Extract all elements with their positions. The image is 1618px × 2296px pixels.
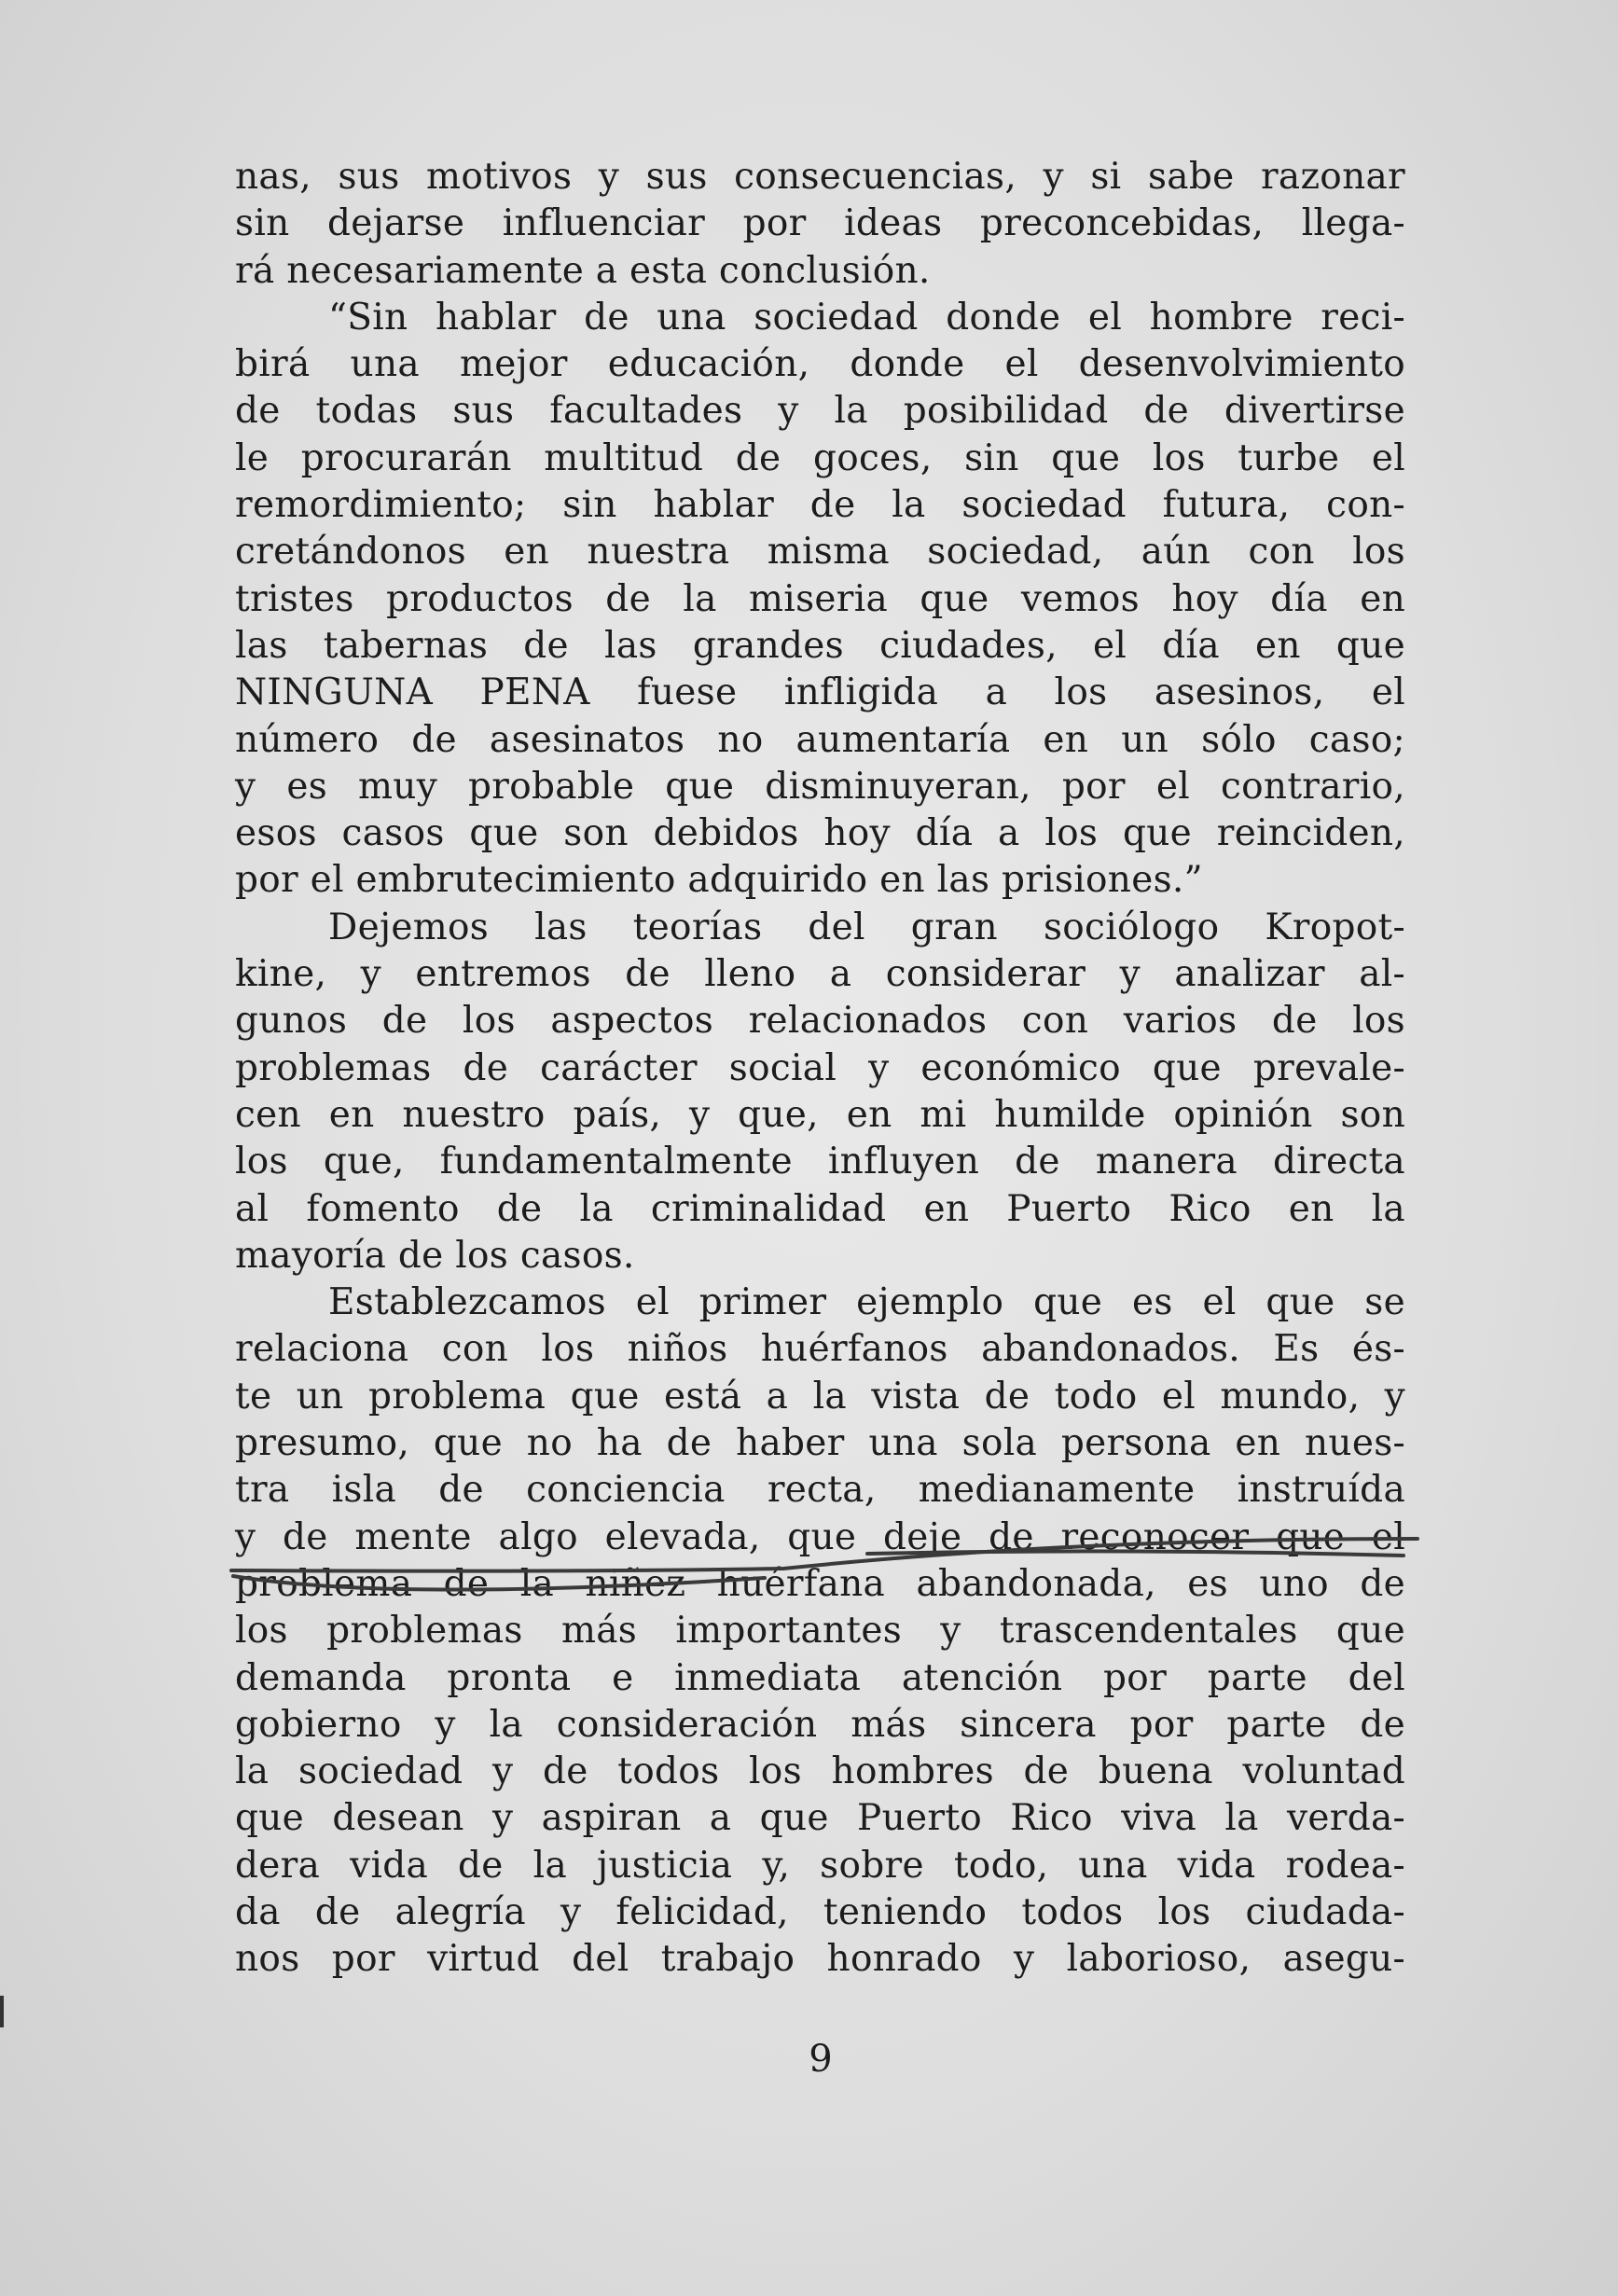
text-line: te un problema que está a la vista de todo el mundo, y — [235, 1375, 1405, 1418]
text-line: problema de la niñez huérfana abandonada, es uno de — [235, 1562, 1405, 1605]
text-line: “Sin hablar de una sociedad donde el hombre reci- — [328, 296, 1405, 339]
text-line: por el embrutecimiento adquirido en las prisiones.” — [235, 859, 1203, 902]
text-line: y es muy probable que disminuyeran, por el contrario, — [235, 765, 1405, 808]
text-line: problemas de carácter social y económico que prevale- — [235, 1046, 1405, 1089]
text-line: kine, y entremos de lleno a considerar y analizar al- — [235, 953, 1405, 996]
text-line: nas, sus motivos y sus consecuencias, y si sabe razonar — [235, 156, 1405, 198]
text-line: cen en nuestro país, y que, en mi humilde opinión son — [235, 1093, 1405, 1136]
text-line: gunos de los aspectos relacionados con varios de los — [235, 1000, 1405, 1043]
text-line: Dejemos las teorías del gran sociólogo Kropot- — [328, 906, 1405, 948]
text-line: tra isla de conciencia recta, medianamente instruída — [235, 1469, 1405, 1512]
text-line: gobierno y la consideración más sincera por parte de — [235, 1703, 1405, 1746]
body-text — [235, 154, 1405, 1984]
text-line: sin dejarse influenciar por ideas preconcebidas, llega- — [235, 202, 1405, 245]
text-line: los problemas más importantes y trascendentales que — [235, 1610, 1405, 1653]
text-line: Establezcamos el primer ejemplo que es el que se — [328, 1281, 1405, 1324]
text-line: remordimiento; sin hablar de la sociedad futura, con- — [235, 484, 1405, 527]
text-line: la sociedad y de todos los hombres de buena voluntad — [235, 1750, 1405, 1793]
text-line: los que, fundamentalmente influyen de manera directa — [235, 1141, 1405, 1183]
text-line: número de asesinatos no aumentaría en un sólo caso; — [235, 718, 1405, 761]
text-line: al fomento de la criminalidad en Puerto Rico en la — [235, 1187, 1405, 1230]
text-line: esos casos que son debidos hoy día a los que reinciden, — [235, 812, 1405, 855]
text-line: le procurarán multitud de goces, sin que los turbe el — [235, 436, 1405, 479]
page-number: 9 — [809, 2038, 833, 2081]
text-line: relaciona con los niños huérfanos abandonados. Es és- — [235, 1328, 1405, 1371]
text-line: presumo, que no ha de haber una sola persona en nues- — [235, 1422, 1405, 1465]
text-line: dera vida de la justicia y, sobre todo, una vida rodea- — [235, 1844, 1405, 1887]
scan-edge-mark — [0, 1996, 4, 2027]
text-line: cretándonos en nuestra misma sociedad, aún con los — [235, 531, 1405, 574]
text-line: rá necesariamente a esta conclusión. — [235, 249, 931, 292]
text-line: las tabernas de las grandes ciudades, el día en que — [235, 624, 1405, 667]
text-line: demanda pronta e inmediata atención por parte del — [235, 1656, 1405, 1699]
text-line: NINGUNA PENA fuese infligida a los asesinos, el — [235, 671, 1405, 714]
text-line: que desean y aspiran a que Puerto Rico viva la verda- — [235, 1797, 1405, 1840]
text-line: de todas sus facultades y la posibilidad de divertirse — [235, 390, 1405, 433]
text-line: birá una mejor educación, donde el desenvolvimiento — [235, 343, 1405, 386]
text-line: da de alegría y felicidad, teniendo todos los ciudada- — [235, 1890, 1405, 1933]
text-line: nos por virtud del trabajo honrado y laborioso, asegu- — [235, 1938, 1405, 1981]
text-line: y de mente algo elevada, que deje de reconocer que el — [235, 1515, 1405, 1558]
text-line: mayoría de los casos. — [235, 1234, 635, 1277]
text-line: tristes productos de la miseria que vemos hoy día en — [235, 577, 1405, 620]
